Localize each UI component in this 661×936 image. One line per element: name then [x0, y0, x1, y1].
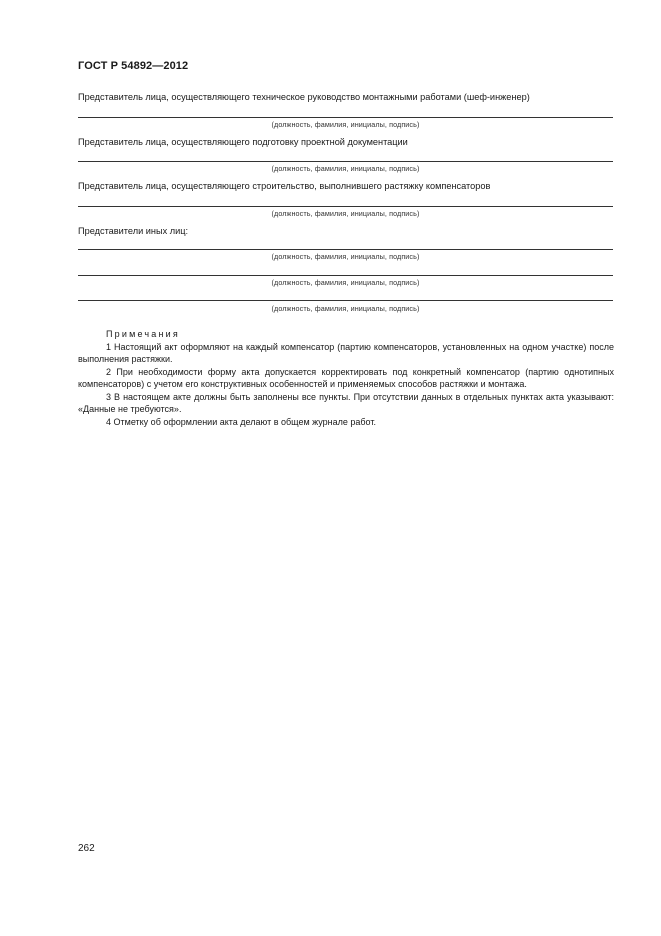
signature-label-design-documentation: Представитель лица, осуществляющего подготовку проектной документации: [78, 137, 408, 147]
signature-line: [78, 300, 613, 301]
signature-caption: (должность, фамилия, инициалы, подпись): [271, 164, 420, 173]
signature-label-construction: Представитель лица, осуществляющего строительство, выполнившего растяжку компенсаторов: [78, 181, 491, 191]
signature-line: [78, 249, 613, 250]
note-item: 2 При необходимости форму акта допускается корректировать под конкретный компенсатор (партию однотипных компенсаторов) с учетом его конструктивных особенностей и применяемых способов растяжки и монтажа.: [78, 366, 614, 389]
note-item: 4 Отметку об оформлении акта делают в общем журнале работ.: [106, 416, 376, 427]
signature-caption: (должность, фамилия, инициалы, подпись): [271, 304, 420, 313]
notes-title: Примечания: [106, 329, 180, 339]
note-item: 3 В настоящем акте должны быть заполнены все пункты. При отсутствии данных в отдельных пунктах акта указывают: «Данные не требуются».: [78, 391, 614, 414]
signature-caption: (должность, фамилия, инициалы, подпись): [271, 209, 420, 218]
other-representatives-label: Представители иных лиц:: [78, 226, 189, 236]
document-header: ГОСТ Р 54892—2012: [78, 60, 189, 72]
signature-line: [78, 117, 613, 118]
signature-caption: (должность, фамилия, инициалы, подпись): [271, 278, 420, 287]
signature-caption: (должность, фамилия, инициалы, подпись): [271, 120, 420, 129]
signature-label-technical-supervisor: Представитель лица, осуществляющего техническое руководство монтажными работами (шеф-инженер): [78, 92, 530, 102]
page-number: 262: [78, 843, 95, 854]
signature-line: [78, 275, 613, 276]
note-item: 1 Настоящий акт оформляют на каждый компенсатор (партию компенсаторов, установленных на одном участке) после выполнения растяжки.: [78, 341, 614, 364]
signature-line: [78, 161, 613, 162]
signature-caption: (должность, фамилия, инициалы, подпись): [271, 252, 420, 261]
signature-line: [78, 206, 613, 207]
notes-section: [78, 328, 614, 428]
